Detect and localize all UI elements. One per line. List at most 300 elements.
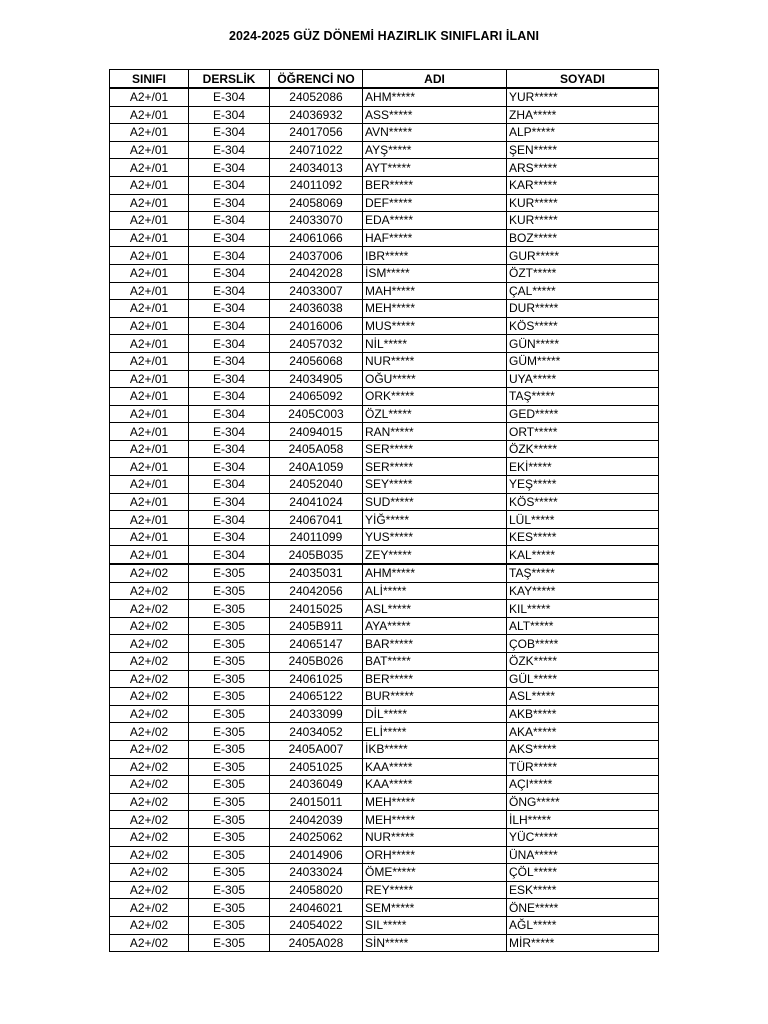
cell-student-no: 2405C003	[270, 405, 363, 423]
cell-class: A2+/02	[110, 864, 189, 882]
cell-classroom: E-305	[189, 582, 270, 600]
cell-last-name: YEŞ*****	[507, 476, 659, 494]
cell-last-name: KES*****	[507, 528, 659, 546]
cell-last-name: DUR*****	[507, 300, 659, 318]
cell-classroom: E-304	[189, 229, 270, 247]
cell-classroom: E-304	[189, 388, 270, 406]
cell-class: A2+/01	[110, 528, 189, 546]
cell-last-name: ÖZK*****	[507, 653, 659, 671]
cell-first-name: KAA*****	[363, 776, 507, 794]
cell-classroom: E-305	[189, 793, 270, 811]
cell-last-name: ÇÖL*****	[507, 864, 659, 882]
cell-student-no: 24025062	[270, 828, 363, 846]
cell-student-no: 24034905	[270, 370, 363, 388]
cell-class: A2+/02	[110, 776, 189, 794]
cell-last-name: LÜL*****	[507, 511, 659, 529]
cell-class: A2+/01	[110, 247, 189, 265]
table-row	[110, 828, 659, 846]
cell-student-no: 24065147	[270, 635, 363, 653]
cell-last-name: BOZ*****	[507, 229, 659, 247]
class-roster-table	[109, 69, 659, 952]
cell-classroom: E-305	[189, 617, 270, 635]
cell-student-no: 24046021	[270, 899, 363, 917]
cell-classroom: E-304	[189, 476, 270, 494]
cell-last-name: ÇOB*****	[507, 635, 659, 653]
cell-first-name: SER*****	[363, 440, 507, 458]
table-row	[110, 776, 659, 794]
cell-class: A2+/02	[110, 705, 189, 723]
cell-first-name: BER*****	[363, 670, 507, 688]
cell-class: A2+/02	[110, 828, 189, 846]
cell-student-no: 24056068	[270, 352, 363, 370]
cell-student-no: 24052086	[270, 88, 363, 106]
cell-first-name: DEF*****	[363, 194, 507, 212]
table-row	[110, 881, 659, 899]
cell-last-name: AKA*****	[507, 723, 659, 741]
cell-first-name: YİĞ*****	[363, 511, 507, 529]
table-row	[110, 916, 659, 934]
cell-classroom: E-304	[189, 528, 270, 546]
cell-class: A2+/01	[110, 440, 189, 458]
cell-classroom: E-304	[189, 370, 270, 388]
cell-first-name: AYA*****	[363, 617, 507, 635]
cell-first-name: İKB*****	[363, 740, 507, 758]
cell-student-no: 2405B035	[270, 546, 363, 564]
cell-classroom: E-305	[189, 600, 270, 618]
table-row	[110, 423, 659, 441]
cell-student-no: 24061025	[270, 670, 363, 688]
cell-class: A2+/01	[110, 370, 189, 388]
cell-last-name: MİR*****	[507, 934, 659, 952]
cell-last-name: TAŞ*****	[507, 388, 659, 406]
cell-first-name: AHM*****	[363, 88, 507, 106]
cell-student-no: 24051025	[270, 758, 363, 776]
cell-first-name: MUS*****	[363, 317, 507, 335]
cell-classroom: E-304	[189, 440, 270, 458]
cell-student-no: 24036932	[270, 106, 363, 124]
cell-first-name: ALİ*****	[363, 582, 507, 600]
cell-classroom: E-305	[189, 776, 270, 794]
table-row	[110, 934, 659, 952]
table-row	[110, 458, 659, 476]
cell-last-name: KÖS*****	[507, 317, 659, 335]
cell-classroom: E-305	[189, 811, 270, 829]
cell-last-name: ORT*****	[507, 423, 659, 441]
cell-last-name: ŞEN*****	[507, 141, 659, 159]
cell-student-no: 24042039	[270, 811, 363, 829]
table-row	[110, 388, 659, 406]
cell-class: A2+/01	[110, 212, 189, 230]
table-row	[110, 141, 659, 159]
cell-classroom: E-304	[189, 317, 270, 335]
cell-student-no: 24054022	[270, 916, 363, 934]
cell-classroom: E-304	[189, 88, 270, 106]
cell-last-name: KAR*****	[507, 176, 659, 194]
cell-classroom: E-304	[189, 493, 270, 511]
cell-classroom: E-305	[189, 723, 270, 741]
cell-student-no: 24037006	[270, 247, 363, 265]
cell-class: A2+/02	[110, 635, 189, 653]
cell-last-name: KUR*****	[507, 212, 659, 230]
table-row	[110, 582, 659, 600]
cell-student-no: 24042056	[270, 582, 363, 600]
cell-last-name: ÖZK*****	[507, 440, 659, 458]
cell-classroom: E-304	[189, 335, 270, 353]
cell-first-name: MEH*****	[363, 300, 507, 318]
cell-first-name: NUR*****	[363, 352, 507, 370]
cell-class: A2+/02	[110, 564, 189, 582]
cell-student-no: 24014906	[270, 846, 363, 864]
cell-student-no: 2405A058	[270, 440, 363, 458]
table-row	[110, 176, 659, 194]
cell-classroom: E-304	[189, 546, 270, 564]
cell-student-no: 2405B026	[270, 653, 363, 671]
cell-class: A2+/02	[110, 793, 189, 811]
cell-student-no: 24034013	[270, 159, 363, 177]
cell-first-name: MEH*****	[363, 811, 507, 829]
cell-first-name: İSM*****	[363, 264, 507, 282]
table-row	[110, 846, 659, 864]
table-row	[110, 546, 659, 564]
cell-classroom: E-305	[189, 635, 270, 653]
cell-student-no: 24035031	[270, 564, 363, 582]
cell-class: A2+/02	[110, 758, 189, 776]
table-row	[110, 212, 659, 230]
cell-class: A2+/01	[110, 194, 189, 212]
cell-classroom: E-304	[189, 176, 270, 194]
table-row	[110, 300, 659, 318]
cell-classroom: E-304	[189, 352, 270, 370]
cell-last-name: KUR*****	[507, 194, 659, 212]
cell-classroom: E-305	[189, 916, 270, 934]
cell-class: A2+/01	[110, 264, 189, 282]
cell-first-name: ÖZL*****	[363, 405, 507, 423]
cell-class: A2+/01	[110, 352, 189, 370]
cell-class: A2+/01	[110, 388, 189, 406]
cell-student-no: 2405A007	[270, 740, 363, 758]
cell-class: A2+/01	[110, 511, 189, 529]
cell-first-name: HAF*****	[363, 229, 507, 247]
cell-student-no: 24052040	[270, 476, 363, 494]
cell-first-name: REY*****	[363, 881, 507, 899]
header-student-no: ÖĞRENCİ NO	[270, 70, 363, 89]
cell-student-no: 24071022	[270, 141, 363, 159]
table-row	[110, 564, 659, 582]
cell-last-name: ÖNE*****	[507, 899, 659, 917]
cell-student-no: 24033099	[270, 705, 363, 723]
cell-first-name: ÖME*****	[363, 864, 507, 882]
cell-last-name: AKS*****	[507, 740, 659, 758]
table-row	[110, 317, 659, 335]
cell-first-name: ORH*****	[363, 846, 507, 864]
cell-first-name: NİL*****	[363, 335, 507, 353]
cell-student-no: 24058069	[270, 194, 363, 212]
cell-classroom: E-304	[189, 282, 270, 300]
cell-classroom: E-305	[189, 688, 270, 706]
table-header	[110, 70, 659, 89]
cell-last-name: ÇAL*****	[507, 282, 659, 300]
cell-first-name: BUR*****	[363, 688, 507, 706]
cell-last-name: ÜNA*****	[507, 846, 659, 864]
table-row	[110, 159, 659, 177]
cell-last-name: ESK*****	[507, 881, 659, 899]
header-classroom: DERSLİK	[189, 70, 270, 89]
cell-first-name: SER*****	[363, 458, 507, 476]
table-row	[110, 229, 659, 247]
cell-class: A2+/01	[110, 159, 189, 177]
table-row	[110, 335, 659, 353]
cell-class: A2+/01	[110, 476, 189, 494]
table-row	[110, 370, 659, 388]
cell-first-name: EDA*****	[363, 212, 507, 230]
cell-class: A2+/02	[110, 740, 189, 758]
cell-first-name: SUD*****	[363, 493, 507, 511]
cell-student-no: 24011092	[270, 176, 363, 194]
cell-last-name: ASL*****	[507, 688, 659, 706]
cell-student-no: 2405B911	[270, 617, 363, 635]
cell-last-name: GED*****	[507, 405, 659, 423]
cell-class: A2+/01	[110, 300, 189, 318]
cell-first-name: SEM*****	[363, 899, 507, 917]
header-row	[110, 70, 659, 89]
cell-first-name: OĞU*****	[363, 370, 507, 388]
table-row	[110, 493, 659, 511]
cell-class: A2+/02	[110, 934, 189, 952]
cell-classroom: E-305	[189, 564, 270, 582]
cell-first-name: BAT*****	[363, 653, 507, 671]
cell-student-no: 24033007	[270, 282, 363, 300]
cell-class: A2+/01	[110, 88, 189, 106]
table-row	[110, 528, 659, 546]
cell-classroom: E-305	[189, 740, 270, 758]
cell-classroom: E-304	[189, 212, 270, 230]
table-row	[110, 864, 659, 882]
cell-class: A2+/02	[110, 899, 189, 917]
cell-first-name: ZEY*****	[363, 546, 507, 564]
cell-classroom: E-304	[189, 159, 270, 177]
cell-last-name: ZHA*****	[507, 106, 659, 124]
cell-classroom: E-305	[189, 828, 270, 846]
cell-classroom: E-304	[189, 423, 270, 441]
table-row	[110, 740, 659, 758]
cell-student-no: 24015011	[270, 793, 363, 811]
cell-last-name: ARS*****	[507, 159, 659, 177]
cell-last-name: ÖZT*****	[507, 264, 659, 282]
cell-class: A2+/02	[110, 881, 189, 899]
table-row	[110, 124, 659, 142]
cell-class: A2+/02	[110, 670, 189, 688]
cell-class: A2+/02	[110, 688, 189, 706]
cell-first-name: SİN*****	[363, 934, 507, 952]
cell-last-name: TÜR*****	[507, 758, 659, 776]
cell-last-name: AĞL*****	[507, 916, 659, 934]
cell-classroom: E-305	[189, 899, 270, 917]
cell-first-name: IBR*****	[363, 247, 507, 265]
cell-last-name: EKİ*****	[507, 458, 659, 476]
table-row	[110, 282, 659, 300]
cell-class: A2+/01	[110, 176, 189, 194]
cell-classroom: E-305	[189, 864, 270, 882]
cell-classroom: E-305	[189, 670, 270, 688]
table-row	[110, 653, 659, 671]
cell-class: A2+/02	[110, 600, 189, 618]
table-row	[110, 440, 659, 458]
cell-student-no: 24057032	[270, 335, 363, 353]
cell-first-name: KAA*****	[363, 758, 507, 776]
cell-class: A2+/01	[110, 423, 189, 441]
table-row	[110, 511, 659, 529]
table-row	[110, 670, 659, 688]
cell-class: A2+/02	[110, 811, 189, 829]
header-first-name: ADI	[363, 70, 507, 89]
cell-first-name: ELİ*****	[363, 723, 507, 741]
cell-classroom: E-305	[189, 881, 270, 899]
cell-last-name: KÖS*****	[507, 493, 659, 511]
cell-last-name: ÖNG*****	[507, 793, 659, 811]
cell-classroom: E-304	[189, 141, 270, 159]
table-row	[110, 264, 659, 282]
cell-class: A2+/02	[110, 582, 189, 600]
cell-class: A2+/01	[110, 335, 189, 353]
table-row	[110, 405, 659, 423]
cell-class: A2+/01	[110, 141, 189, 159]
header-class: SINIFI	[110, 70, 189, 89]
cell-class: A2+/01	[110, 546, 189, 564]
table-row	[110, 194, 659, 212]
cell-student-no: 24058020	[270, 881, 363, 899]
table-row	[110, 106, 659, 124]
cell-student-no: 2405A028	[270, 934, 363, 952]
cell-class: A2+/01	[110, 282, 189, 300]
cell-last-name: GÜL*****	[507, 670, 659, 688]
table-row	[110, 758, 659, 776]
cell-classroom: E-304	[189, 458, 270, 476]
cell-class: A2+/02	[110, 723, 189, 741]
cell-first-name: MEH*****	[363, 793, 507, 811]
cell-class: A2+/01	[110, 405, 189, 423]
cell-student-no: 24033024	[270, 864, 363, 882]
cell-classroom: E-305	[189, 846, 270, 864]
cell-last-name: YÜC*****	[507, 828, 659, 846]
table-row	[110, 617, 659, 635]
cell-student-no: 24067041	[270, 511, 363, 529]
table-row	[110, 635, 659, 653]
cell-first-name: AVN*****	[363, 124, 507, 142]
cell-classroom: E-304	[189, 194, 270, 212]
cell-first-name: AYT*****	[363, 159, 507, 177]
cell-classroom: E-304	[189, 247, 270, 265]
cell-class: A2+/01	[110, 124, 189, 142]
cell-last-name: GÜN*****	[507, 335, 659, 353]
cell-last-name: GÜM*****	[507, 352, 659, 370]
cell-classroom: E-305	[189, 653, 270, 671]
cell-student-no: 24042028	[270, 264, 363, 282]
table-row	[110, 793, 659, 811]
cell-classroom: E-304	[189, 300, 270, 318]
cell-student-no: 24033070	[270, 212, 363, 230]
cell-first-name: ASL*****	[363, 600, 507, 618]
cell-student-no: 240A1059	[270, 458, 363, 476]
cell-last-name: ALP*****	[507, 124, 659, 142]
table-row	[110, 476, 659, 494]
cell-first-name: BAR*****	[363, 635, 507, 653]
cell-student-no: 24016006	[270, 317, 363, 335]
cell-first-name: ORK*****	[363, 388, 507, 406]
cell-student-no: 24065092	[270, 388, 363, 406]
cell-first-name: RAN*****	[363, 423, 507, 441]
cell-classroom: E-305	[189, 758, 270, 776]
cell-last-name: TAŞ*****	[507, 564, 659, 582]
cell-last-name: ALT*****	[507, 617, 659, 635]
cell-student-no: 24061066	[270, 229, 363, 247]
table-row	[110, 688, 659, 706]
cell-classroom: E-305	[189, 934, 270, 952]
cell-first-name: ASS*****	[363, 106, 507, 124]
cell-classroom: E-304	[189, 124, 270, 142]
cell-student-no: 24034052	[270, 723, 363, 741]
cell-classroom: E-304	[189, 264, 270, 282]
cell-last-name: AÇI*****	[507, 776, 659, 794]
cell-first-name: DİL*****	[363, 705, 507, 723]
cell-student-no: 24036038	[270, 300, 363, 318]
cell-last-name: KAY*****	[507, 582, 659, 600]
cell-last-name: UYA*****	[507, 370, 659, 388]
table-row	[110, 811, 659, 829]
table-row	[110, 88, 659, 106]
cell-student-no: 24015025	[270, 600, 363, 618]
cell-class: A2+/02	[110, 846, 189, 864]
cell-last-name: AKB*****	[507, 705, 659, 723]
table-row	[110, 705, 659, 723]
header-last-name: SOYADI	[507, 70, 659, 89]
page-title: 2024-2025 GÜZ DÖNEMİ HAZIRLIK SINIFLARI İLANI	[228, 29, 540, 43]
cell-first-name: SIL*****	[363, 916, 507, 934]
cell-first-name: YUS*****	[363, 528, 507, 546]
cell-student-no: 24017056	[270, 124, 363, 142]
cell-student-no: 24041024	[270, 493, 363, 511]
cell-first-name: MAH*****	[363, 282, 507, 300]
cell-first-name: BER*****	[363, 176, 507, 194]
cell-student-no: 24065122	[270, 688, 363, 706]
cell-first-name: AYŞ*****	[363, 141, 507, 159]
cell-classroom: E-304	[189, 511, 270, 529]
cell-first-name: NUR*****	[363, 828, 507, 846]
cell-student-no: 24036049	[270, 776, 363, 794]
cell-first-name: AHM*****	[363, 564, 507, 582]
table-row	[110, 723, 659, 741]
cell-last-name: KAL*****	[507, 546, 659, 564]
table-row	[110, 899, 659, 917]
cell-class: A2+/01	[110, 229, 189, 247]
cell-classroom: E-304	[189, 106, 270, 124]
cell-class: A2+/01	[110, 458, 189, 476]
cell-last-name: YUR*****	[507, 88, 659, 106]
cell-class: A2+/02	[110, 916, 189, 934]
cell-student-no: 24011099	[270, 528, 363, 546]
table-body	[110, 88, 659, 952]
table-row	[110, 247, 659, 265]
cell-classroom: E-304	[189, 405, 270, 423]
cell-class: A2+/01	[110, 493, 189, 511]
cell-first-name: SEY*****	[363, 476, 507, 494]
cell-class: A2+/01	[110, 106, 189, 124]
cell-class: A2+/02	[110, 653, 189, 671]
cell-last-name: İLH*****	[507, 811, 659, 829]
cell-class: A2+/01	[110, 317, 189, 335]
cell-class: A2+/02	[110, 617, 189, 635]
cell-student-no: 24094015	[270, 423, 363, 441]
table-row	[110, 600, 659, 618]
